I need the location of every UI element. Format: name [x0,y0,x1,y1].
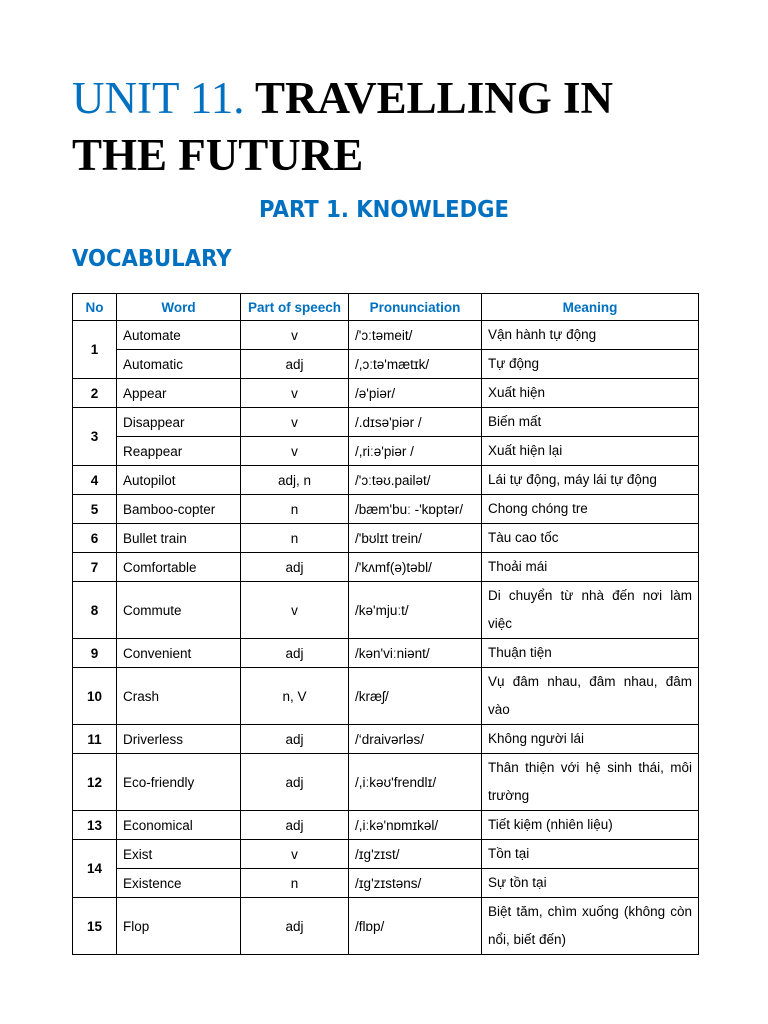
entry-number: 11 [73,725,117,754]
entry-number: 5 [73,495,117,524]
table-header-row [73,294,699,321]
part-heading: PART 1. KNOWLEDGE [259,197,509,223]
word-cell: Automatic [117,350,241,379]
meaning-cell: Sự tồn tại [482,869,699,898]
word-cell: Flop [117,898,241,955]
word-cell: Automate [117,321,241,350]
table-row [73,321,699,350]
meaning-cell: Tự động [482,350,699,379]
section-heading: VOCABULARY [72,246,232,272]
pronunciation-cell: /'bʊlɪt trein/ [349,524,482,553]
table-row [73,898,699,955]
word-cell: Reappear [117,437,241,466]
table-row [73,668,699,725]
entry-number: 6 [73,524,117,553]
pronunciation-cell: /,iːkə'nɒmɪkəl/ [349,811,482,840]
part-of-speech-cell: v [241,437,349,466]
column-header-meaning: Meaning [482,294,699,321]
part-of-speech-cell: v [241,321,349,350]
meaning-cell: Biến mất [482,408,699,437]
entry-number: 4 [73,466,117,495]
meaning-cell: Vận hành tự động [482,321,699,350]
pronunciation-cell: /bæm'buː -'kɒptər/ [349,495,482,524]
word-cell: Eco-friendly [117,754,241,811]
part-of-speech-cell: adj [241,725,349,754]
table-row [73,524,699,553]
part-of-speech-cell: n [241,524,349,553]
word-cell: Economical [117,811,241,840]
meaning-cell: Thoải mái [482,553,699,582]
part-of-speech-cell: adj [241,898,349,955]
part-of-speech-cell: adj [241,811,349,840]
part-of-speech-cell: adj [241,754,349,811]
unit-label: UNIT 11. [72,73,245,123]
table-row [73,725,699,754]
table-row [73,553,699,582]
entry-number: 1 [73,321,117,379]
entry-number: 13 [73,811,117,840]
pronunciation-cell: /'kʌmf(ə)təbl/ [349,553,482,582]
meaning-cell: Chong chóng tre [482,495,699,524]
table-row [73,869,699,898]
column-header-word: Word [117,294,241,321]
column-header-part-of-speech: Part of speech [241,294,349,321]
part-of-speech-cell: adj [241,350,349,379]
unit-title: TRAVELLING IN THE FUTURE [72,73,613,180]
word-cell: Bamboo-copter [117,495,241,524]
part-of-speech-cell: v [241,582,349,639]
entry-number: 8 [73,582,117,639]
entry-number: 7 [73,553,117,582]
word-cell: Crash [117,668,241,725]
pronunciation-cell: /'ɔːtəʊ.pailət/ [349,466,482,495]
word-cell: Driverless [117,725,241,754]
word-cell: Autopilot [117,466,241,495]
part-of-speech-cell: n, V [241,668,349,725]
entry-number: 2 [73,379,117,408]
part-of-speech-cell: v [241,379,349,408]
pronunciation-cell: /'ɔːtəmeit/ [349,321,482,350]
pronunciation-cell: /ɪg'zɪstəns/ [349,869,482,898]
meaning-cell: Xuất hiện lại [482,437,699,466]
entry-number: 12 [73,754,117,811]
meaning-cell: Lái tự động, máy lái tự động [482,466,699,495]
meaning-cell: Tiết kiệm (nhiên liệu) [482,811,699,840]
pronunciation-cell: /kə'mjuːt/ [349,582,482,639]
table-row [73,437,699,466]
word-cell: Commute [117,582,241,639]
table-row [73,466,699,495]
word-cell: Disappear [117,408,241,437]
column-header-no: No [73,294,117,321]
meaning-cell: Tàu cao tốc [482,524,699,553]
entry-number: 3 [73,408,117,466]
part-of-speech-cell: n [241,495,349,524]
table-row [73,840,699,869]
meaning-cell: Tồn tại [482,840,699,869]
pronunciation-cell: /,ɔːtə'mætɪk/ [349,350,482,379]
part-of-speech-cell: n [241,869,349,898]
meaning-cell: Xuất hiện [482,379,699,408]
page-title [72,70,712,184]
pronunciation-cell: /flɒp/ [349,898,482,955]
table-row [73,379,699,408]
entry-number: 9 [73,639,117,668]
word-cell: Appear [117,379,241,408]
word-cell: Bullet train [117,524,241,553]
table-row [73,582,699,639]
entry-number: 14 [73,840,117,898]
meaning-cell: Không người lái [482,725,699,754]
part-of-speech-cell: adj, n [241,466,349,495]
column-header-pronunciation: Pronunciation [349,294,482,321]
pronunciation-cell: /,riːə'piər / [349,437,482,466]
part-of-speech-cell: v [241,408,349,437]
part-of-speech-cell: adj [241,639,349,668]
pronunciation-cell: /ə'piər/ [349,379,482,408]
table-row [73,754,699,811]
meaning-cell: Vụ đâm nhau, đâm nhau, đâm vào [482,668,699,725]
pronunciation-cell: /kən'viːniənt/ [349,639,482,668]
meaning-cell: Thuận tiện [482,639,699,668]
pronunciation-cell: /ɪg'zɪst/ [349,840,482,869]
table-body [73,321,699,955]
part-of-speech-cell: adj [241,553,349,582]
meaning-cell: Di chuyển từ nhà đến nơi làm việc [482,582,699,639]
vocabulary-table [72,293,699,955]
word-cell: Existence [117,869,241,898]
entry-number: 10 [73,668,117,725]
pronunciation-cell: /‘draivərləs/ [349,725,482,754]
table-row [73,350,699,379]
table-row [73,408,699,437]
table-row [73,639,699,668]
pronunciation-cell: /,iːkəʊ'frendlɪ/ [349,754,482,811]
meaning-cell: Biệt tăm, chìm xuống (không còn nổi, biết đến) [482,898,699,955]
word-cell: Comfortable [117,553,241,582]
entry-number: 15 [73,898,117,955]
pronunciation-cell: /kræʃ/ [349,668,482,725]
meaning-cell: Thân thiện với hệ sinh thái, môi trường [482,754,699,811]
table-row [73,811,699,840]
word-cell: Convenient [117,639,241,668]
pronunciation-cell: /.dɪsə'piər / [349,408,482,437]
word-cell: Exist [117,840,241,869]
part-of-speech-cell: v [241,840,349,869]
table-row [73,495,699,524]
